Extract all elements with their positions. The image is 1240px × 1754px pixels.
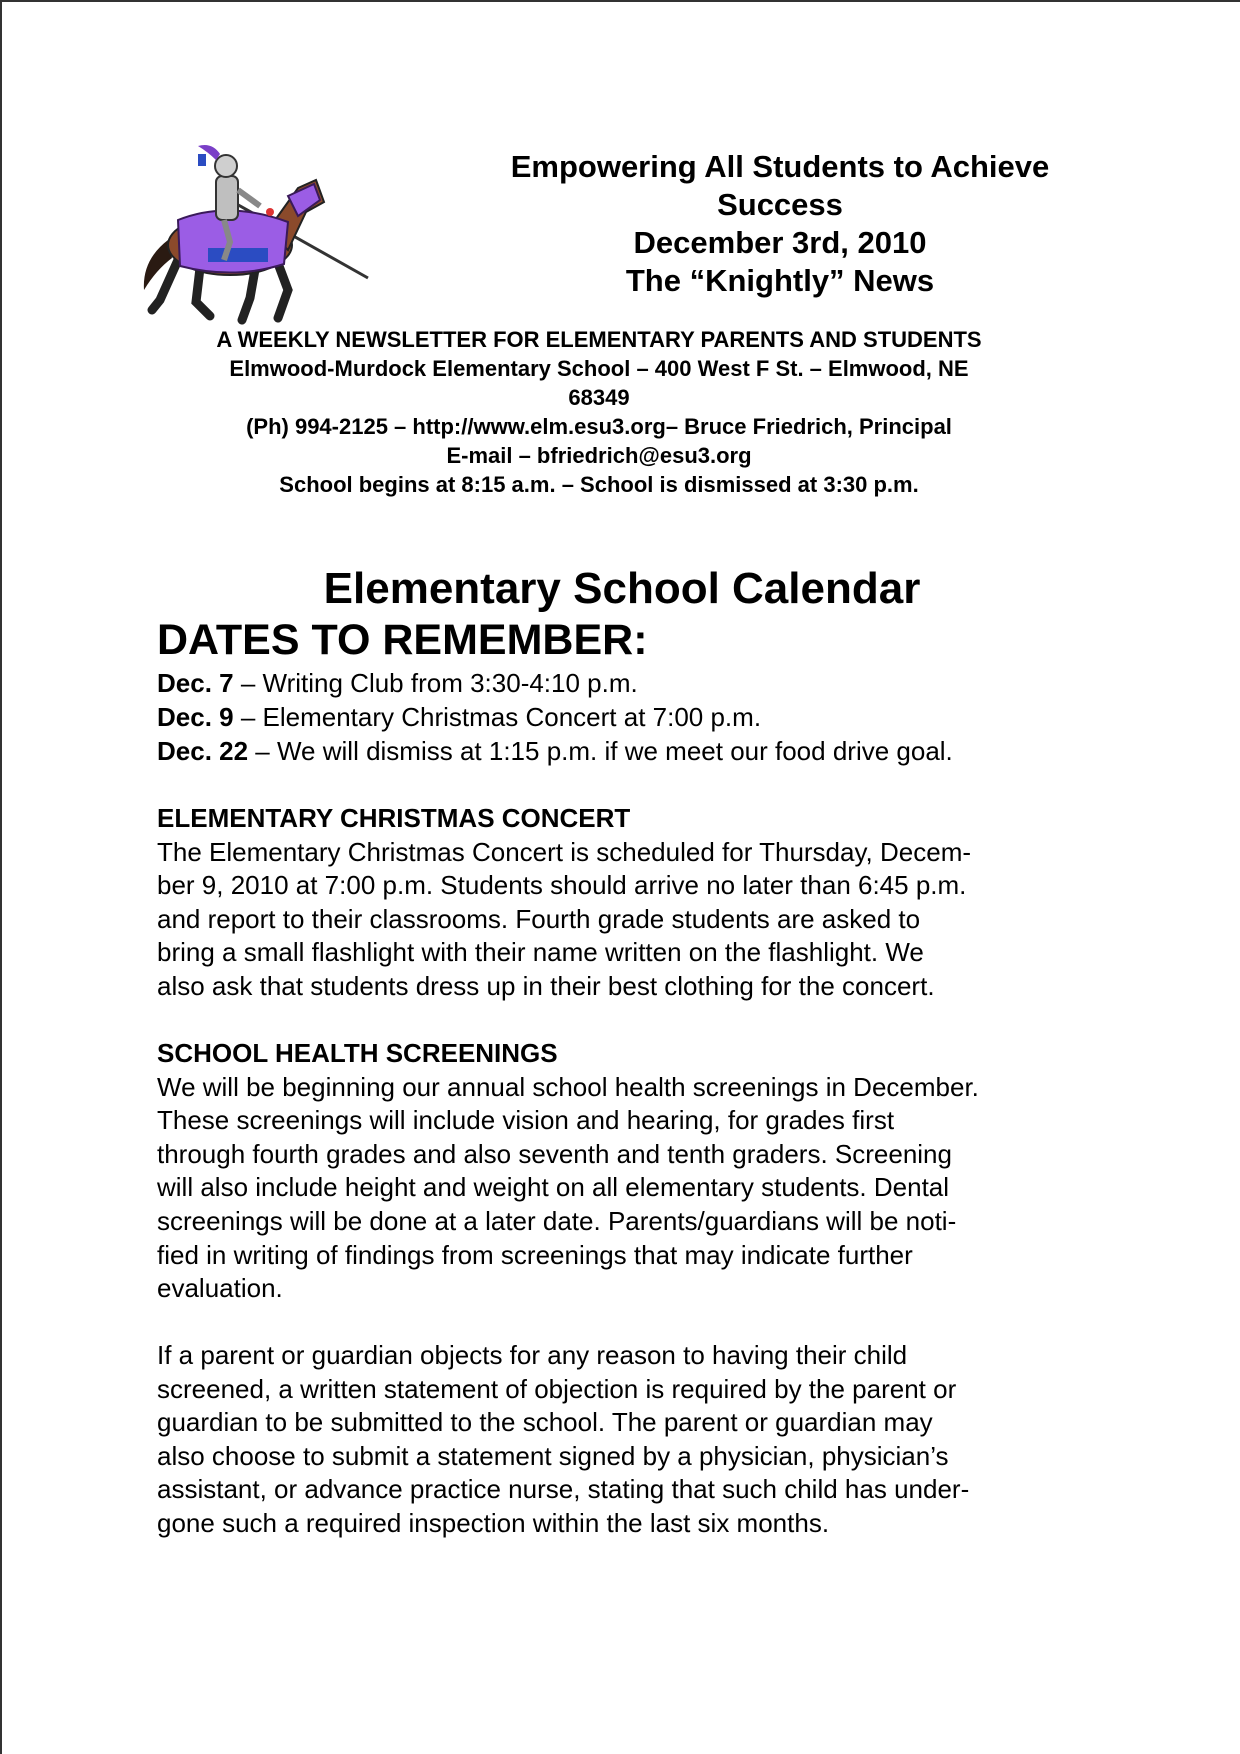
health-heading: SCHOOL HEALTH SCREENINGS — [157, 1038, 558, 1068]
concert-line: bring a small flashlight with their name written on the flashlight. We — [157, 937, 924, 968]
knight-on-horse-icon — [138, 140, 374, 326]
school-zip: 68349 — [568, 385, 630, 410]
concert-line: and report to their classrooms. Fourth grade students are asked to — [157, 903, 921, 934]
principal-email: E-mail – bfriedrich@esu3.org — [446, 443, 752, 468]
objection-line: also choose to submit a statement signed by a physician, physician’s — [157, 1440, 949, 1471]
objection-line: assistant, or advance practice nurse, stating that such child has under- — [157, 1474, 970, 1505]
dates-list — [157, 666, 1117, 768]
objection-line: screened, a written statement of objection is required by the parent or — [157, 1373, 957, 1404]
newsletter-name: The “Knightly” News — [625, 263, 935, 298]
dates-heading: DATES TO REMEMBER: — [157, 616, 648, 664]
health-line: These screenings will include vision and hearing, for grades first — [157, 1105, 895, 1136]
objection-line: gone such a required inspection within the last six months. — [157, 1507, 830, 1538]
event-text: – We will dismiss at 1:15 p.m. if we meet our food drive goal. — [248, 736, 953, 766]
health-line: will also include height and weight on all elementary students. Dental — [157, 1172, 950, 1203]
health-line: fied in writing of findings from screenings that may indicate further — [157, 1239, 913, 1270]
event-text: – Writing Club from 3:30-4:10 p.m. — [233, 668, 638, 698]
event-text: – Elementary Christmas Concert at 7:00 p.m. — [233, 702, 762, 732]
issue-date: December 3rd, 2010 — [633, 225, 927, 260]
motto-continued: Success — [717, 187, 843, 222]
concert-heading: ELEMENTARY CHRISTMAS CONCERT — [157, 803, 631, 833]
objection-line: guardian to be submitted to the school. The parent or guardian may — [157, 1407, 933, 1438]
newsletter-banner: A WEEKLY NEWSLETTER FOR ELEMENTARY PARENTS AND STUDENTS — [216, 327, 982, 352]
health-line: screenings will be done at a later date. Parents/guardians will be noti- — [157, 1205, 957, 1236]
health-section — [157, 1037, 1097, 1306]
event-date: Dec. 7 — [157, 668, 234, 698]
health-line: We will be beginning our annual school health screenings in December. — [157, 1071, 979, 1102]
health-line: evaluation. — [157, 1273, 283, 1304]
objection-section — [157, 1339, 1097, 1541]
list-item — [157, 666, 1117, 700]
school-address: Elmwood-Murdock Elementary School – 400 West F St. – Elmwood, NE — [229, 356, 969, 381]
objection-line: If a parent or guardian objects for any reason to having their child — [157, 1340, 908, 1370]
health-line: through fourth grades and also seventh and tenth graders. Screening — [157, 1138, 952, 1169]
school-hours: School begins at 8:15 a.m. – School is dismissed at 3:30 p.m. — [279, 472, 919, 497]
school-info — [140, 325, 1058, 499]
event-date: Dec. 22 — [157, 736, 249, 766]
event-date: Dec. 9 — [157, 702, 234, 732]
calendar-title: Elementary School Calendar — [323, 564, 921, 613]
school-contact: (Ph) 994-2125 – http://www.elm.esu3.org– Bruce Friedrich, Principal — [246, 414, 952, 439]
concert-line: ber 9, 2010 at 7:00 p.m. Students should arrive no later than 6:45 p.m. — [157, 870, 967, 901]
concert-line: The Elementary Christmas Concert is scheduled for Thursday, Decem- — [157, 836, 972, 867]
list-item — [157, 700, 1117, 734]
motto: Empowering All Students to Achieve — [510, 149, 1050, 184]
concert-line: also ask that students dress up in their best clothing for the concert. — [157, 970, 935, 1001]
list-item — [157, 734, 1117, 768]
concert-section — [157, 802, 1097, 1004]
newsletter-title — [460, 148, 1100, 300]
